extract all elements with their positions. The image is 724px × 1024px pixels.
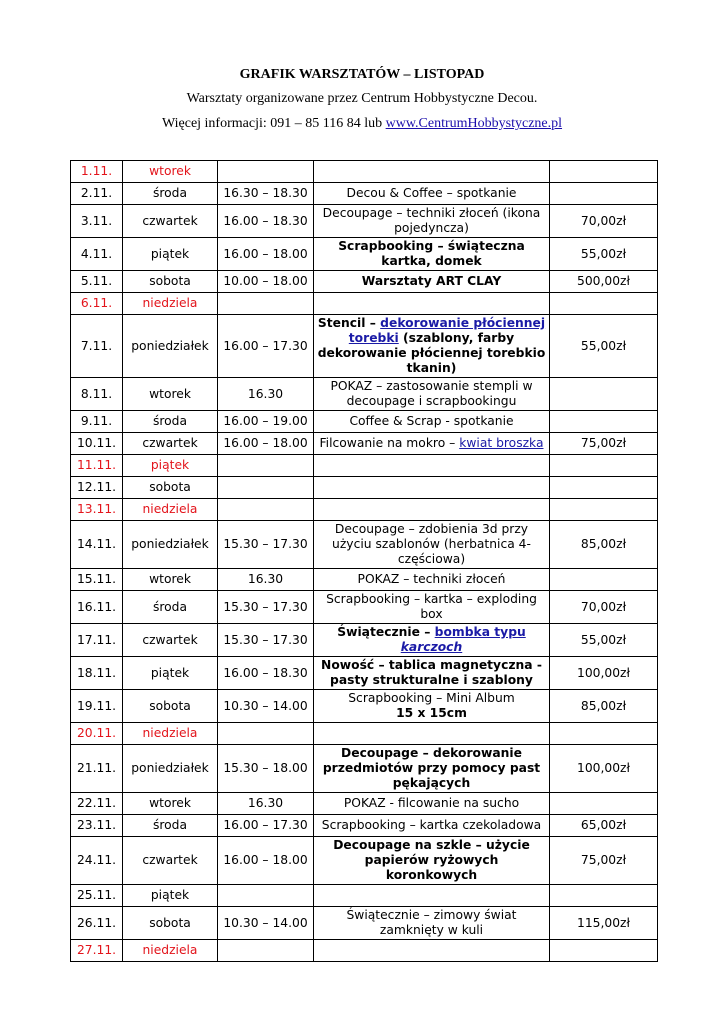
workshop-link[interactable]: dekorowanie płóciennej torebki — [348, 316, 546, 345]
date-cell: 13.11. — [71, 499, 123, 521]
date-cell: 11.11. — [71, 455, 123, 477]
event-cell: Coffee & Scrap - spotkanie — [314, 411, 550, 433]
time-cell: 15.30 – 17.30 — [218, 624, 314, 657]
event-cell: Scrapbooking – kartka czekoladowa — [314, 815, 550, 837]
day-cell: niedziela — [123, 499, 218, 521]
date-cell: 20.11. — [71, 723, 123, 745]
day-cell: niedziela — [123, 940, 218, 962]
price-cell — [550, 569, 658, 591]
time-cell — [218, 499, 314, 521]
price-cell: 100,00zł — [550, 657, 658, 690]
price-cell: 85,00zł — [550, 521, 658, 569]
day-cell: wtorek — [123, 161, 218, 183]
day-cell: piątek — [123, 885, 218, 907]
event-text: Stencil – — [317, 316, 381, 330]
day-cell: czwartek — [123, 205, 218, 238]
table-row — [71, 433, 658, 455]
event-cell — [314, 499, 550, 521]
table-row — [71, 521, 658, 569]
event-cell — [314, 885, 550, 907]
time-cell: 16.30 – 18.30 — [218, 183, 314, 205]
date-cell: 3.11. — [71, 205, 123, 238]
day-cell: czwartek — [123, 624, 218, 657]
contact-line — [0, 111, 724, 136]
time-cell: 15.30 – 18.00 — [218, 745, 314, 793]
table-row — [71, 745, 658, 793]
event-cell — [314, 293, 550, 315]
workshop-link[interactable]: bombka typu — [434, 625, 526, 639]
price-cell — [550, 411, 658, 433]
day-cell: poniedziałek — [123, 521, 218, 569]
table-row — [71, 624, 658, 657]
event-cell: Scrapbooking – świąteczna kartka, domek — [314, 238, 550, 271]
page-title: GRAFIK WARSZTATÓW – LISTOPAD — [239, 67, 485, 82]
event-cell — [314, 624, 550, 657]
table-row — [71, 793, 658, 815]
day-cell: piątek — [123, 657, 218, 690]
date-cell: 6.11. — [71, 293, 123, 315]
table-row — [71, 907, 658, 940]
event-cell: POKAZ – zastosowanie stempli w decoupage i scrapbookingu — [314, 378, 550, 411]
price-cell: 115,00zł — [550, 907, 658, 940]
time-cell: 10.30 – 14.00 — [218, 907, 314, 940]
time-cell — [218, 723, 314, 745]
table-row — [71, 885, 658, 907]
date-cell: 7.11. — [71, 315, 123, 378]
table-row — [71, 293, 658, 315]
time-cell: 16.00 – 18.00 — [218, 837, 314, 885]
day-cell: środa — [123, 591, 218, 624]
time-cell — [218, 161, 314, 183]
price-cell — [550, 477, 658, 499]
date-cell: 8.11. — [71, 378, 123, 411]
event-cell: Decoupage – dekorowanie przedmiotów przy pomocy past pękających — [314, 745, 550, 793]
table-row — [71, 205, 658, 238]
table-row — [71, 940, 658, 962]
date-cell: 9.11. — [71, 411, 123, 433]
date-cell: 22.11. — [71, 793, 123, 815]
price-cell — [550, 161, 658, 183]
day-cell: wtorek — [123, 793, 218, 815]
price-cell — [550, 940, 658, 962]
table-row — [71, 378, 658, 411]
date-cell: 12.11. — [71, 477, 123, 499]
event-cell — [314, 690, 550, 723]
table-row — [71, 591, 658, 624]
price-cell: 70,00zł — [550, 591, 658, 624]
event-text: Świątecznie – — [337, 625, 435, 639]
time-cell: 15.30 – 17.30 — [218, 591, 314, 624]
price-cell — [550, 378, 658, 411]
price-cell: 55,00zł — [550, 238, 658, 271]
date-cell: 1.11. — [71, 161, 123, 183]
day-cell: środa — [123, 183, 218, 205]
event-cell: Scrapbooking – kartka – exploding box — [314, 591, 550, 624]
event-cell: Decoupage – zdobienia 3d przy użyciu szablonów (herbatnica 4-częściowa) — [314, 521, 550, 569]
day-cell: piątek — [123, 455, 218, 477]
day-cell: sobota — [123, 907, 218, 940]
event-text: 15 x 15cm — [396, 706, 467, 720]
schedule-table — [70, 160, 658, 962]
price-cell: 100,00zł — [550, 745, 658, 793]
price-cell: 55,00zł — [550, 315, 658, 378]
event-cell: Nowość – tablica magnetyczna - pasty strukturalne i szablony — [314, 657, 550, 690]
event-cell — [314, 723, 550, 745]
date-cell: 26.11. — [71, 907, 123, 940]
time-cell: 16.30 — [218, 378, 314, 411]
price-cell — [550, 293, 658, 315]
table-row — [71, 183, 658, 205]
time-cell: 16.00 – 18.00 — [218, 238, 314, 271]
time-cell: 16.00 – 18.30 — [218, 205, 314, 238]
day-cell: wtorek — [123, 569, 218, 591]
day-cell: wtorek — [123, 378, 218, 411]
date-cell: 25.11. — [71, 885, 123, 907]
time-cell: 10.00 – 18.00 — [218, 271, 314, 293]
time-cell: 16.00 – 19.00 — [218, 411, 314, 433]
event-cell: POKAZ - filcowanie na sucho — [314, 793, 550, 815]
date-cell: 19.11. — [71, 690, 123, 723]
table-row — [71, 569, 658, 591]
date-cell: 4.11. — [71, 238, 123, 271]
table-row — [71, 837, 658, 885]
event-text: (szablony, farby dekorowanie płóciennej torebkio tkanin) — [317, 331, 546, 375]
time-cell: 16.00 – 18.30 — [218, 657, 314, 690]
table-row — [71, 411, 658, 433]
day-cell: niedziela — [123, 723, 218, 745]
day-cell: poniedziałek — [123, 745, 218, 793]
contact-text: Więcej informacji: 091 – 85 116 84 lub — [161, 116, 386, 131]
event-text: Scrapbooking – Mini Album — [348, 691, 515, 705]
time-cell: 15.30 – 17.30 — [218, 521, 314, 569]
date-cell: 27.11. — [71, 940, 123, 962]
time-cell: 16.00 – 17.30 — [218, 315, 314, 378]
schedule-body — [71, 161, 658, 962]
date-cell: 23.11. — [71, 815, 123, 837]
day-cell: piątek — [123, 238, 218, 271]
date-cell: 24.11. — [71, 837, 123, 885]
table-row — [71, 657, 658, 690]
event-cell — [314, 161, 550, 183]
table-row — [71, 271, 658, 293]
event-cell — [314, 455, 550, 477]
time-cell: 16.30 — [218, 569, 314, 591]
event-cell: Świątecznie – zimowy świat zamknięty w kuli — [314, 907, 550, 940]
time-cell — [218, 885, 314, 907]
date-cell: 2.11. — [71, 183, 123, 205]
event-text: Filcowanie na mokro – — [319, 436, 460, 450]
event-cell — [314, 433, 550, 455]
time-cell — [218, 293, 314, 315]
date-cell: 18.11. — [71, 657, 123, 690]
time-cell: 10.30 – 14.00 — [218, 690, 314, 723]
time-cell — [218, 455, 314, 477]
date-cell: 15.11. — [71, 569, 123, 591]
event-cell: POKAZ – techniki złoceń — [314, 569, 550, 591]
day-cell: poniedziałek — [123, 315, 218, 378]
table-row — [71, 499, 658, 521]
date-cell: 10.11. — [71, 433, 123, 455]
date-cell: 14.11. — [71, 521, 123, 569]
price-cell: 70,00zł — [550, 205, 658, 238]
table-row — [71, 690, 658, 723]
day-cell: czwartek — [123, 433, 218, 455]
price-cell — [550, 793, 658, 815]
time-cell: 16.30 — [218, 793, 314, 815]
date-cell: 16.11. — [71, 591, 123, 624]
table-row — [71, 723, 658, 745]
day-cell: czwartek — [123, 837, 218, 885]
price-cell: 75,00zł — [550, 433, 658, 455]
event-cell: Decou & Coffee – spotkanie — [314, 183, 550, 205]
event-cell: Decoupage – techniki złoceń (ikona pojedyncza) — [314, 205, 550, 238]
date-cell: 21.11. — [71, 745, 123, 793]
workshop-link[interactable]: kwiat broszka — [459, 436, 544, 450]
day-cell: środa — [123, 815, 218, 837]
date-cell: 5.11. — [71, 271, 123, 293]
event-cell: Decoupage na szkle – użycie papierów ryżowych koronkowych — [314, 837, 550, 885]
table-row — [71, 815, 658, 837]
price-cell — [550, 183, 658, 205]
price-cell: 85,00zł — [550, 690, 658, 723]
time-cell: 16.00 – 18.00 — [218, 433, 314, 455]
day-cell: środa — [123, 411, 218, 433]
price-cell: 55,00zł — [550, 624, 658, 657]
workshop-link[interactable]: karczoch — [400, 640, 463, 654]
day-cell: sobota — [123, 477, 218, 499]
organizer-line: Warsztaty organizowane przez Centrum Hobbystyczne Decou. — [186, 91, 538, 106]
price-cell — [550, 455, 658, 477]
price-cell: 65,00zł — [550, 815, 658, 837]
price-cell — [550, 885, 658, 907]
table-row — [71, 477, 658, 499]
price-cell: 500,00zł — [550, 271, 658, 293]
website-link[interactable]: www.CentrumHobbystyczne.pl — [385, 116, 563, 131]
time-cell — [218, 940, 314, 962]
event-cell: Warsztaty ART CLAY — [314, 271, 550, 293]
day-cell: niedziela — [123, 293, 218, 315]
event-cell — [314, 477, 550, 499]
price-cell: 75,00zł — [550, 837, 658, 885]
day-cell: sobota — [123, 690, 218, 723]
table-row — [71, 315, 658, 378]
time-cell: 16.00 – 17.30 — [218, 815, 314, 837]
price-cell — [550, 499, 658, 521]
day-cell: sobota — [123, 271, 218, 293]
document-header — [0, 64, 724, 136]
table-row — [71, 455, 658, 477]
event-cell — [314, 315, 550, 378]
date-cell: 17.11. — [71, 624, 123, 657]
table-row — [71, 238, 658, 271]
price-cell — [550, 723, 658, 745]
time-cell — [218, 477, 314, 499]
table-row — [71, 161, 658, 183]
event-cell — [314, 940, 550, 962]
